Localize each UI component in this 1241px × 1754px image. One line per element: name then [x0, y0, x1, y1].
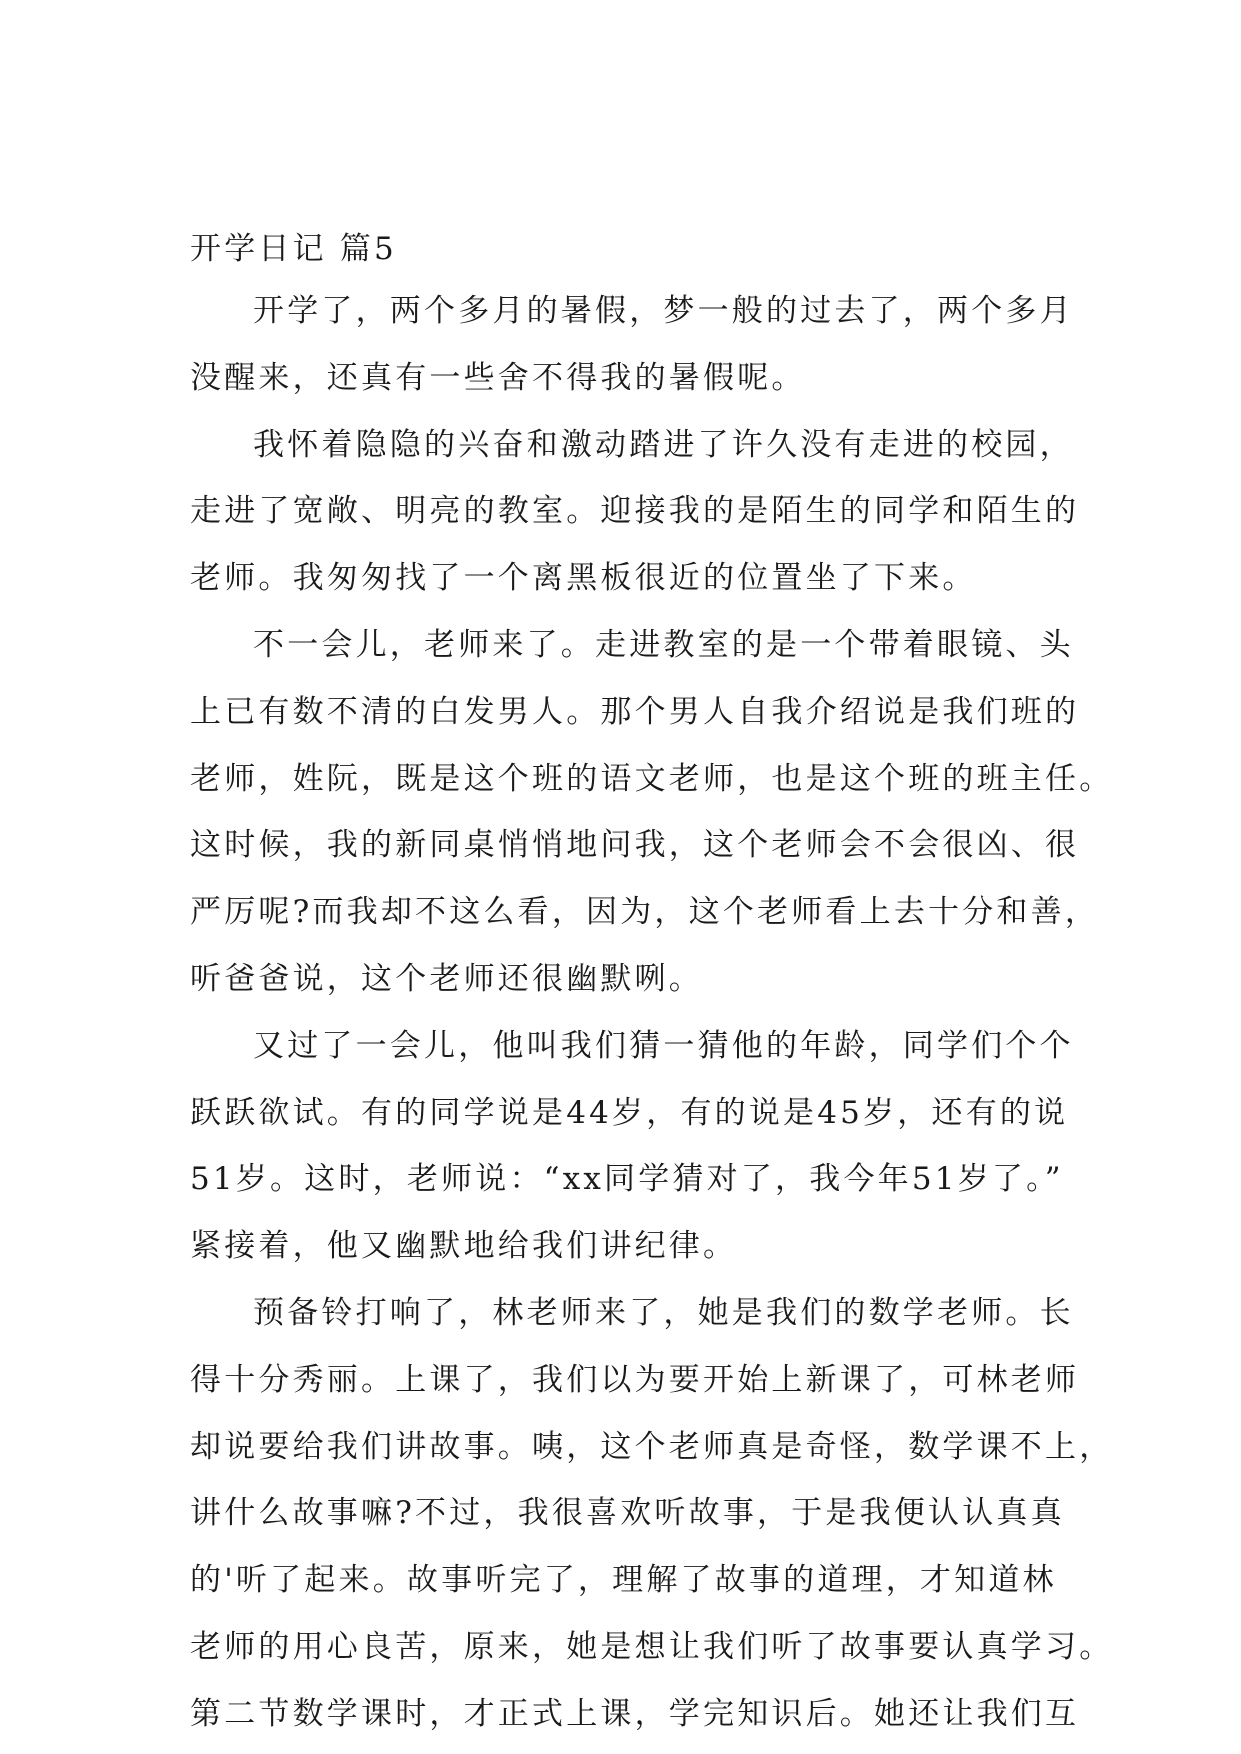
paragraph-line: 第二节数学课时，才正式上课，学完知识后。她还让我们互 [190, 1695, 1080, 1732]
paragraph-line: 却说要给我们讲故事。咦，这个老师真是奇怪，数学课不上， [190, 1428, 1114, 1465]
paragraph-line: 这时候，我的新同桌悄悄地问我，这个老师会不会很凶、很 [190, 827, 1080, 864]
paragraph-line: 听爸爸说，这个老师还很幽默咧。 [190, 960, 703, 997]
document-title: 开学日记 篇5 [190, 231, 397, 267]
paragraph-line: 老师，姓阮，既是这个班的语文老师，也是这个班的班主任。 [190, 760, 1114, 797]
paragraph-line: 51岁。这时，老师说：“xx同学猜对了，我今年51岁了。” [190, 1161, 1064, 1198]
paragraph-line: 讲什么故事嘛?不过，我很喜欢听故事，于是我便认认真真 [190, 1495, 1065, 1532]
paragraph-line: 没醒来，还真有一些舍不得我的暑假呢。 [190, 359, 806, 396]
paragraph-line: 开学了，两个多月的暑假，梦一般的过去了，两个多月 [253, 293, 1074, 329]
paragraph-line: 得十分秀丽。上课了，我们以为要开始上新课了，可林老师 [190, 1361, 1080, 1398]
paragraph-line: 走进了宽敞、明亮的教室。迎接我的是陌生的同学和陌生的 [190, 493, 1080, 530]
paragraph-line: 我怀着隐隐的兴奋和激动踏进了许久没有走进的校园， [253, 426, 1074, 463]
paragraph-line: 预备铃打响了，林老师来了，她是我们的数学老师。长 [253, 1294, 1074, 1331]
paragraph-line: 老师。我匆匆找了一个离黑板很近的位置坐了下来。 [190, 560, 977, 597]
paragraph-line: 又过了一会儿，他叫我们猜一猜他的年龄，同学们个个 [253, 1027, 1074, 1064]
paragraph-line: 紧接着，他又幽默地给我们讲纪律。 [190, 1228, 738, 1265]
paragraph-line: 严厉呢?而我却不这么看，因为，这个老师看上去十分和善， [190, 894, 1100, 931]
paragraph-line: 跃跃欲试。有的同学说是44岁，有的说是45岁，还有的说 [190, 1094, 1069, 1131]
paragraph-line: 上已有数不清的白发男人。那个男人自我介绍说是我们班的 [190, 693, 1080, 730]
paragraph-line: 不一会儿，老师来了。走进教室的是一个带着眼镜、头 [253, 626, 1074, 663]
paragraph-line: 老师的用心良苦，原来，她是想让我们听了故事要认真学习。 [190, 1628, 1114, 1665]
paragraph-line: 的'听了起来。故事听完了，理解了故事的道理，才知道林 [190, 1562, 1057, 1599]
document-body [190, 220, 1114, 1748]
